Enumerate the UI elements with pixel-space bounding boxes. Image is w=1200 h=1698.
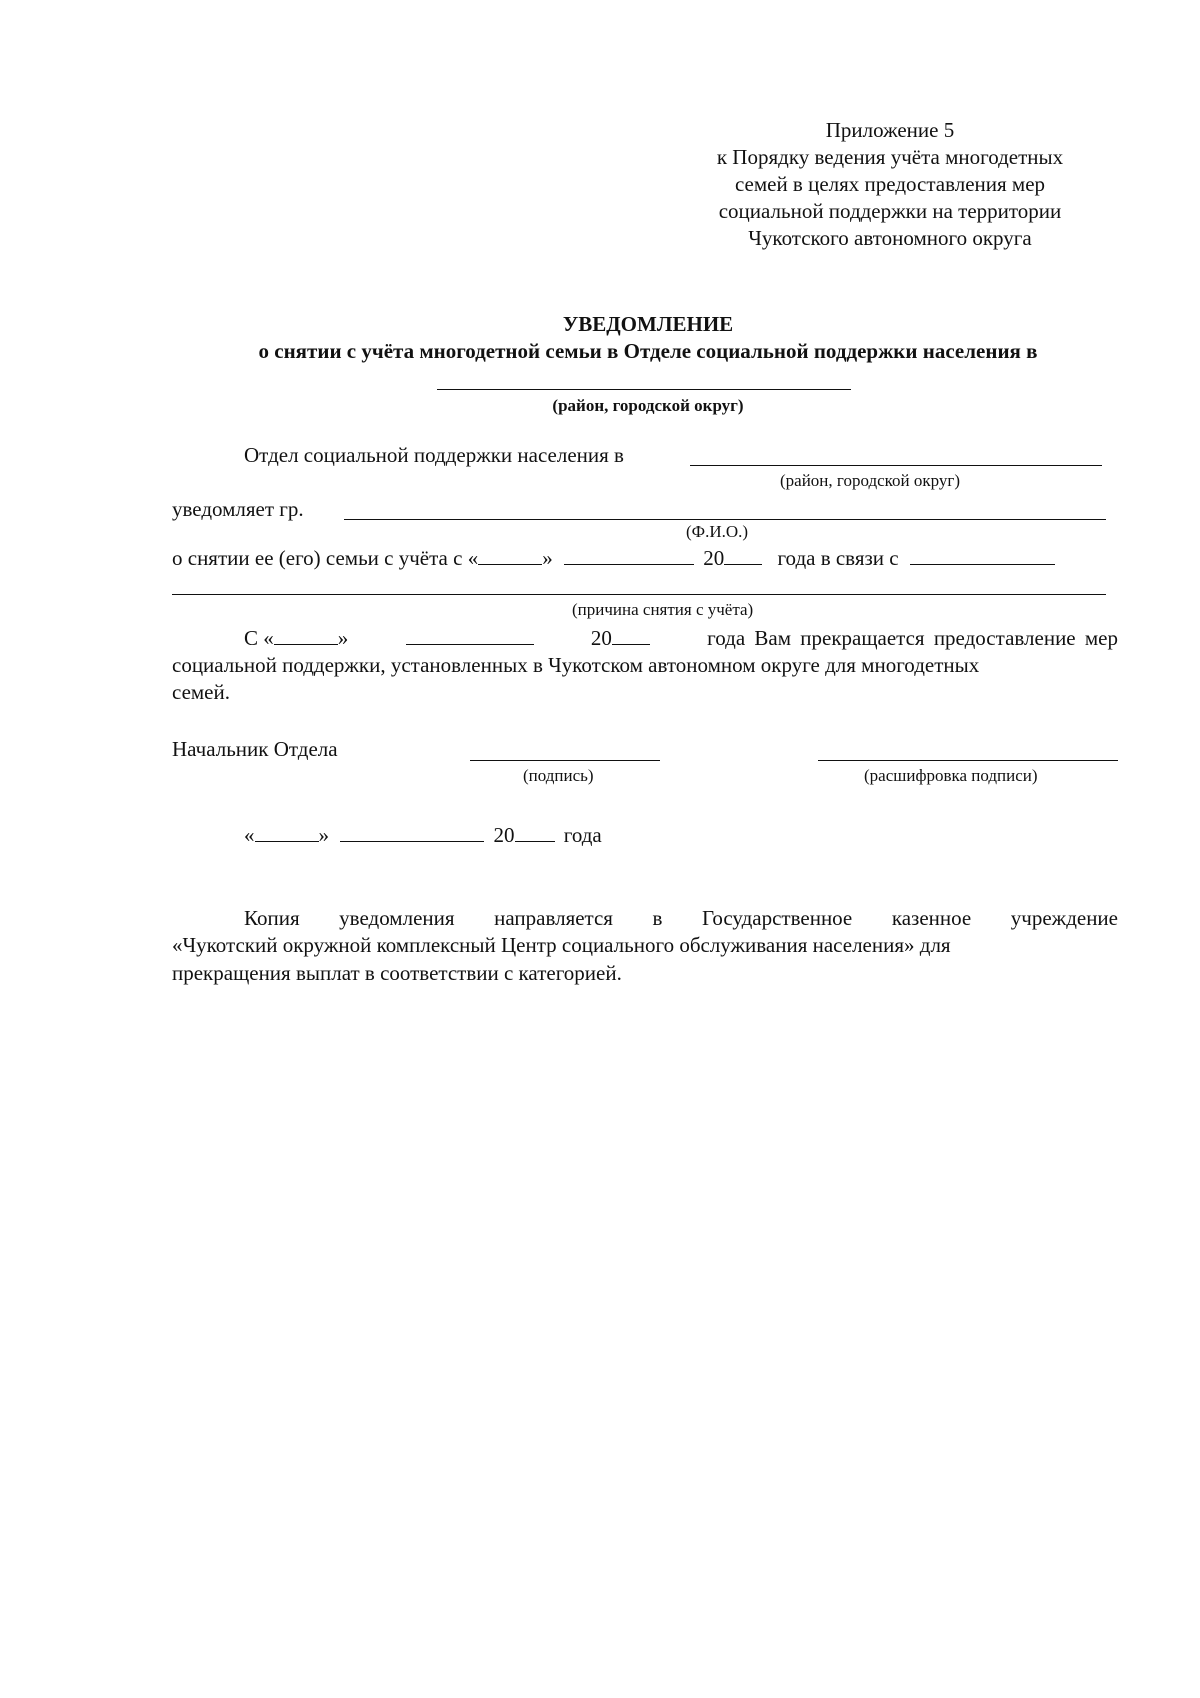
in-connection: года в связи с: [777, 546, 899, 570]
dept-caption: (район, городской округ): [780, 471, 961, 490]
month-blank: [564, 545, 694, 565]
notifies-prefix: уведомляет гр.: [172, 497, 304, 521]
date-year: 20: [493, 823, 515, 847]
signature-date-line: [244, 822, 602, 849]
fio-caption: (Ф.И.О.): [686, 522, 749, 541]
termination-day-blank: [274, 625, 338, 645]
date-year-blank: [515, 822, 555, 842]
copy-note-line-3: прекращения выплат в соответствии с категорией.: [172, 961, 622, 985]
termination-text-2: социальной поддержки, установленных в Чукотском автономном округе для многодетных: [172, 653, 980, 677]
signature-caption: (подпись): [523, 766, 594, 785]
annex-line-3: семей в целях предоставления мер: [734, 172, 1046, 196]
date-suffix: года: [563, 823, 602, 847]
termination-month-blank: [406, 625, 534, 645]
annex-line-4: социальной поддержки на территории: [718, 199, 1062, 223]
termination-quote-close: »: [337, 626, 349, 650]
termination-year-group: [591, 625, 650, 652]
decoding-caption: (расшифровка подписи): [864, 766, 1038, 785]
annex-line-2: к Порядку ведения учёта многодетных: [716, 145, 1064, 169]
district-blank-line: [437, 389, 851, 390]
reason-blank-line: [172, 594, 1106, 595]
date-month-blank: [340, 822, 484, 842]
removal-line: [172, 545, 1055, 572]
termination-year: 20: [590, 626, 612, 650]
termination-start: С «: [244, 626, 274, 650]
annex-header: [680, 117, 1100, 252]
date-day-blank: [255, 822, 319, 842]
dept-prefix: Отдел социальной поддержки населения в: [244, 443, 624, 467]
termination-start-group: [244, 625, 348, 652]
dept-blank-line: [690, 465, 1102, 466]
document-title: УВЕДОМЛЕНИЕ: [562, 312, 734, 336]
signature-blank-line: [470, 760, 660, 761]
removal-prefix: о снятии ее (его) семьи с учёта с «: [172, 546, 479, 570]
decoding-blank-line: [818, 760, 1118, 761]
copy-note-line-2: «Чукотский окружной комплексный Центр социального обслуживания населения» для: [172, 933, 951, 957]
year-blank: [724, 545, 762, 565]
date-close: »: [318, 823, 329, 847]
termination-line-1: [244, 625, 1118, 652]
year-prefix: 20: [703, 546, 725, 570]
annex-line-5: Чукотского автономного округа: [748, 226, 1032, 250]
quote-close: »: [542, 546, 553, 570]
termination-text-1: года Вам прекращается предоставление мер: [707, 626, 1118, 650]
position-label: Начальник Отдела: [172, 737, 338, 761]
district-caption: (район, городской округ): [552, 396, 744, 415]
date-open: «: [244, 823, 255, 847]
termination-text-3: семей.: [172, 680, 230, 704]
document-subtitle: о снятии с учёта многодетной семьи в Отделе социальной поддержки населения в: [258, 339, 1038, 363]
reason-start-blank: [910, 545, 1055, 565]
fio-blank-line: [344, 519, 1106, 520]
day-blank: [478, 545, 542, 565]
annex-line-1: Приложение 5: [825, 118, 955, 142]
copy-note-line-1: Копия уведомления направляется в Государственное казенное учреждение: [244, 906, 1118, 930]
termination-year-blank: [612, 625, 650, 645]
reason-caption: (причина снятия с учёта): [572, 600, 754, 619]
